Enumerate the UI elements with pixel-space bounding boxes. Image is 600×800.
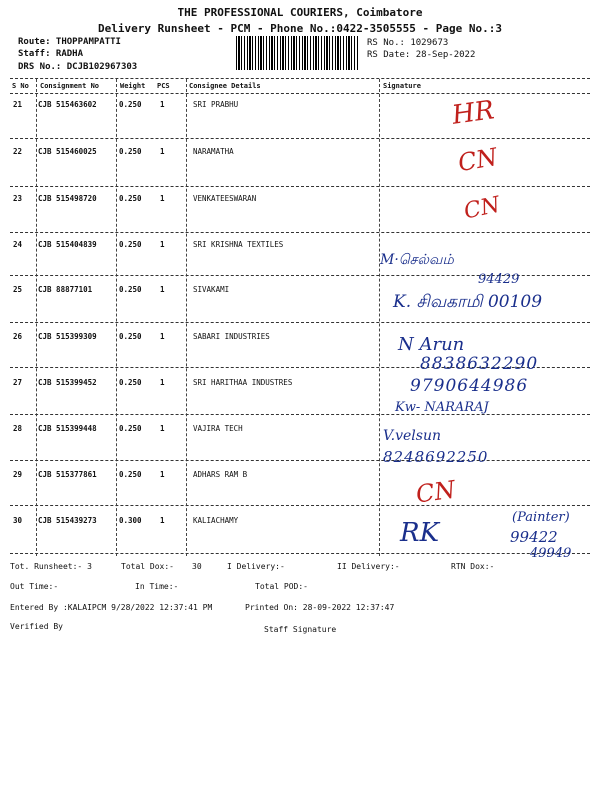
- runsheet-subtitle: Delivery Runsheet - PCM - Phone No.:0422-3505555 - Page No.:3: [98, 22, 502, 35]
- row-pcs: 1: [160, 100, 165, 109]
- total-dox-value: 30: [192, 562, 202, 571]
- row-sno: 29: [13, 470, 23, 479]
- row-weight: 0.300: [119, 516, 142, 525]
- row-consignment: CJB 515439273: [38, 516, 97, 525]
- company-title: THE PROFESSIONAL COURIERS, Coimbatore: [177, 6, 423, 19]
- row-sno: 27: [13, 378, 23, 387]
- drs-number: DRS No.: DCJB102967303: [18, 62, 138, 72]
- signature-23: CN: [461, 192, 503, 225]
- row-sno: 25: [13, 285, 23, 294]
- row-sno: 28: [13, 424, 23, 433]
- row-pcs: 1: [160, 285, 165, 294]
- signature-30-note: (Painter): [512, 510, 570, 525]
- row-weight: 0.250: [119, 194, 142, 203]
- row-pcs: 1: [160, 516, 165, 525]
- signature-27-name: Kw- NARARAJ: [395, 400, 489, 415]
- row-consignee: SIVAKAMI: [193, 285, 230, 294]
- signature-26-name: N Arun: [398, 334, 465, 355]
- row-consignment: CJB 515460025: [38, 147, 97, 156]
- row-rule: [10, 505, 590, 506]
- rtn-dox: RTN Dox:-: [451, 562, 495, 571]
- signature-22: CN: [455, 142, 500, 178]
- row-consignee: SRI KRISHNA TEXTILES: [193, 240, 284, 249]
- row-sno: 22: [13, 147, 23, 156]
- table-top-rule: [10, 78, 590, 79]
- signature-30-phone-a: 99422: [510, 528, 558, 546]
- row-sno: 23: [13, 194, 23, 203]
- row-consignee: VAJIRA TECH: [193, 424, 243, 433]
- row-sno: 30: [13, 516, 23, 525]
- row-rule: [10, 460, 590, 461]
- col-signature: Signature: [383, 82, 421, 90]
- col-divider: [186, 79, 187, 556]
- col-divider: [36, 79, 37, 556]
- row-consignee: KALIACHAMY: [193, 516, 239, 525]
- out-time: Out Time:-: [10, 582, 59, 591]
- row-weight: 0.250: [119, 240, 142, 249]
- signature-28-name: V.velsun: [383, 428, 442, 444]
- total-pod: Total POD:-: [255, 582, 308, 591]
- row-weight: 0.250: [119, 378, 142, 387]
- col-weight: Weight: [120, 82, 146, 90]
- signature-21: HR: [450, 95, 497, 131]
- in-time: In Time:-: [135, 582, 179, 591]
- row-consignment: CJB 515399448: [38, 424, 97, 433]
- signature-30-phone-b: 49949: [530, 546, 572, 561]
- signature-28-phone: 8248692250: [383, 448, 489, 466]
- entered-by: Entered By :KALAIPCM 9/28/2022 12:37:41 PM: [10, 603, 213, 612]
- signature-25: K. சிவகாமி 00109: [393, 292, 543, 312]
- total-dox-label: Total Dox:-: [121, 562, 174, 571]
- row-consignment: CJB 515399452: [38, 378, 97, 387]
- route-label: Route: THOPPAMPATTI: [18, 37, 121, 47]
- col-divider: [116, 79, 117, 556]
- row-consignee: VENKATEESWARAN: [193, 194, 257, 203]
- col-pcs: PCS: [157, 82, 170, 90]
- signature-25-phone: 94429: [478, 272, 520, 287]
- row-pcs: 1: [160, 378, 165, 387]
- row-rule: [10, 322, 590, 323]
- row-consignment: CJB 515498720: [38, 194, 97, 203]
- col-sno: S No: [12, 82, 29, 90]
- i-delivery: I Delivery:-: [227, 562, 285, 571]
- row-weight: 0.250: [119, 285, 142, 294]
- row-sno: 21: [13, 100, 23, 109]
- rs-date: RS Date: 28-Sep-2022: [367, 50, 476, 60]
- row-consignment: CJB 515377861: [38, 470, 97, 479]
- signature-26-phone: 8838632290: [420, 354, 539, 374]
- tot-runsheet: Tot. Runsheet:- 3: [10, 562, 92, 571]
- row-consignment: CJB 88877101: [38, 285, 93, 294]
- signature-29: CN: [414, 475, 458, 509]
- row-rule: [10, 186, 590, 187]
- row-pcs: 1: [160, 194, 165, 203]
- row-weight: 0.250: [119, 332, 142, 341]
- row-consignee: ADHARS RAM B: [193, 470, 248, 479]
- row-pcs: 1: [160, 240, 165, 249]
- col-divider: [379, 79, 380, 556]
- row-consignment: CJB 515404839: [38, 240, 97, 249]
- row-weight: 0.250: [119, 424, 142, 433]
- row-consignee: SABARI INDUSTRIES: [193, 332, 270, 341]
- col-consignee: Consignee Details: [189, 82, 261, 90]
- staff-signature-label: Staff Signature: [264, 625, 337, 634]
- signature-27-phone: 9790644986: [410, 376, 529, 396]
- barcode-image: [236, 36, 358, 70]
- printed-on: Printed On: 28-09-2022 12:37:47: [245, 603, 395, 612]
- ii-delivery: II Delivery:-: [337, 562, 400, 571]
- row-rule: [10, 232, 590, 233]
- rs-number: RS No.: 1029673: [367, 38, 449, 48]
- row-pcs: 1: [160, 147, 165, 156]
- signature-24: M·செல்வம்: [380, 252, 454, 268]
- table-header-rule: [10, 93, 590, 94]
- row-consignee: SRI HARITHAA INDUSTRES: [193, 378, 293, 387]
- row-sno: 24: [13, 240, 23, 249]
- row-consignment: CJB 515399309: [38, 332, 97, 341]
- row-weight: 0.250: [119, 147, 142, 156]
- row-pcs: 1: [160, 470, 165, 479]
- row-sno: 26: [13, 332, 23, 341]
- staff-label: Staff: RADHA: [18, 49, 84, 59]
- col-consignment: Consignment No: [40, 82, 100, 90]
- row-weight: 0.250: [119, 100, 142, 109]
- verified-by: Verified By: [10, 622, 63, 631]
- signature-30: RK: [400, 518, 439, 548]
- row-pcs: 1: [160, 332, 165, 341]
- row-consignee: SRI PRABHU: [193, 100, 239, 109]
- row-consignment: CJB 515463602: [38, 100, 97, 109]
- row-pcs: 1: [160, 424, 165, 433]
- row-weight: 0.250: [119, 470, 142, 479]
- table-bottom-rule: [10, 553, 590, 554]
- row-consignee: NARAMATHA: [193, 147, 234, 156]
- row-rule: [10, 414, 590, 415]
- row-rule: [10, 138, 590, 139]
